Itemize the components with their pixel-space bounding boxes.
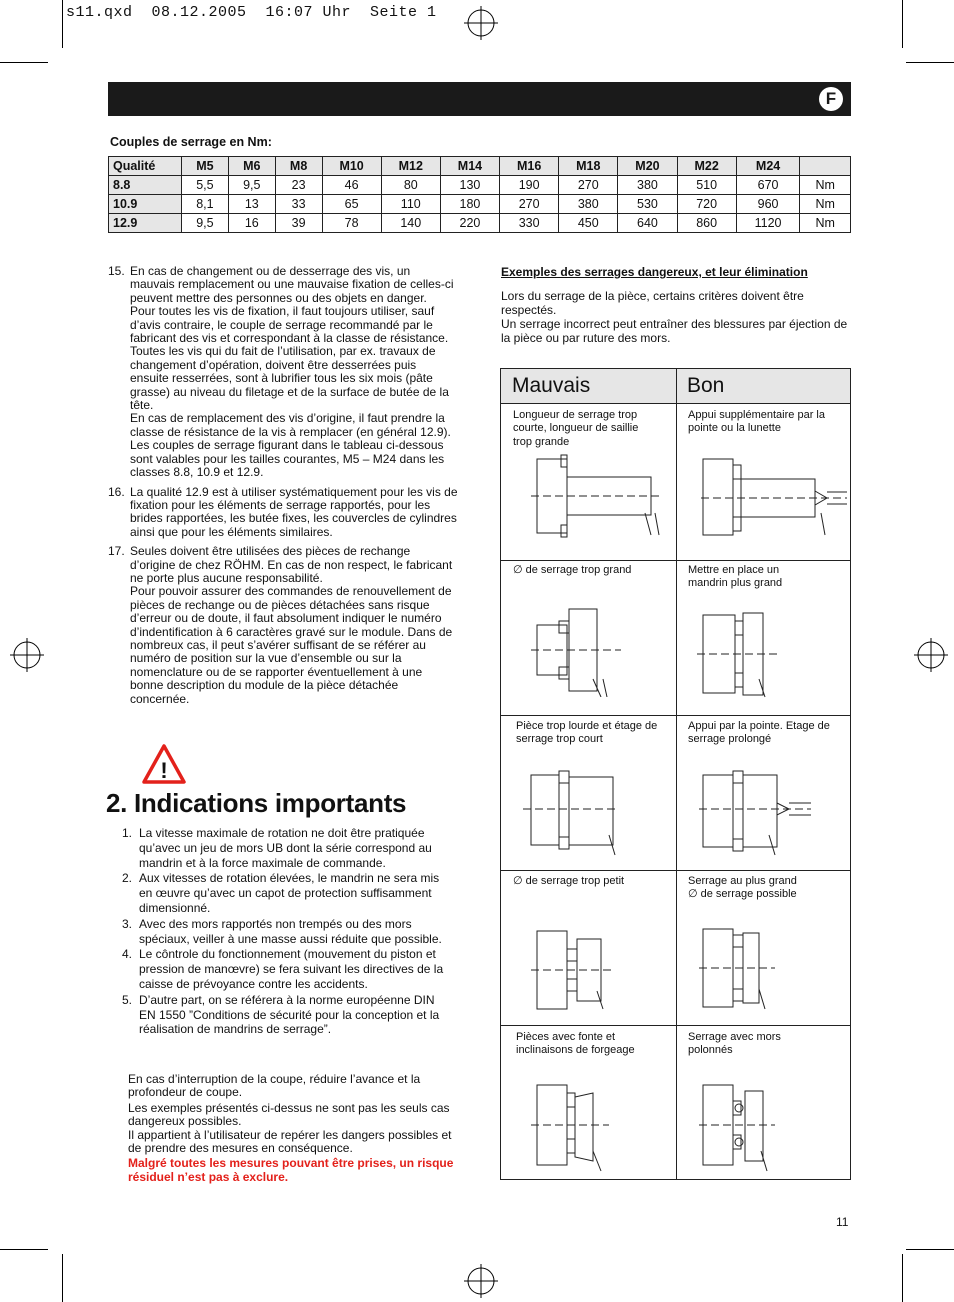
table-cell: 46 — [322, 176, 381, 195]
table-cell: 1120 — [736, 214, 800, 233]
list-item — [108, 265, 458, 480]
table-cell: 39 — [275, 214, 322, 233]
crop-mark — [906, 62, 954, 63]
crop-mark — [62, 0, 63, 48]
example-good-caption: Serrage au plus grand ∅ de serrage possible — [688, 875, 797, 901]
item-paragraph: Pour toutes les vis de fixation, il faut toujours utiliser, sauf d’avis contraire, le couple de serrage recommandé par le fabricant des vis et correspondant à la classe de résistance. Toutes les vis qui du fait de l’utilisation, par ex. travaux de changement d’opération, doivent être desserrées puis ensuite resserrées, sont à lubrifier tous les six mois (pâte grasse) au niveau du filetage et de la surface de butée de la tête. — [130, 304, 449, 413]
table-header-cell: M8 — [275, 157, 322, 176]
torque-table — [108, 156, 851, 233]
table-cell: 640 — [618, 214, 677, 233]
examples-intro — [501, 289, 851, 345]
intro-line: Un serrage incorrect peut entraîner des blessures par éjection de la pièce ou par ruture des mors. — [501, 317, 848, 345]
table-cell: 510 — [677, 176, 736, 195]
item-number: 3. — [122, 916, 133, 931]
table-cell: 180 — [440, 195, 499, 214]
table-header-cell: M22 — [677, 157, 736, 176]
table-cell: 10.9 — [109, 195, 182, 214]
registration-mark-icon — [914, 638, 948, 672]
list-item — [122, 826, 452, 870]
table-cell: 190 — [500, 176, 559, 195]
table-header-cell: M24 — [736, 157, 800, 176]
table-cell: 720 — [677, 195, 736, 214]
table-cell: 530 — [618, 195, 677, 214]
column-head-bad: Mauvais — [501, 369, 676, 404]
larger-chuck-figure-icon — [697, 609, 807, 699]
example-bad-caption: ∅ de serrage trop grand — [513, 564, 632, 576]
table-cell: 270 — [500, 195, 559, 214]
cast-workpiece-figure-icon — [531, 1081, 621, 1173]
crop-mark — [0, 62, 48, 63]
table-header-cell: M20 — [618, 157, 677, 176]
table-cell: 860 — [677, 214, 736, 233]
heavy-workpiece-figure-icon — [523, 765, 623, 857]
table-header-cell — [800, 157, 851, 176]
example-good-caption: Serrage avec mors polonnés — [688, 1031, 781, 1057]
item-number: 5. — [122, 992, 133, 1007]
examples-grid — [500, 368, 851, 1180]
examples-title: Exemples des serrages dangereux, et leur élimination — [501, 265, 808, 279]
table-cell: 8.8 — [109, 176, 182, 195]
table-header-cell: M16 — [500, 157, 559, 176]
table-cell: 110 — [381, 195, 440, 214]
table-cell: 23 — [275, 176, 322, 195]
note-paragraph: En cas d’interruption de la coupe, réduire l’avance et la profondeur de coupe. — [128, 1072, 421, 1100]
table-cell: 16 — [228, 214, 275, 233]
small-diameter-figure-icon — [531, 929, 621, 1011]
list-item — [108, 545, 458, 706]
example-bad-caption: Longueur de serrage trop courte, longueur de saillie trop grande — [513, 409, 639, 448]
column-head-good: Bon — [676, 369, 850, 404]
table-cell: 220 — [440, 214, 499, 233]
item-text: Avec des mors rapportés non trempés ou des mors spéciaux, veiller à une masse aussi réduite que possible. — [139, 916, 442, 946]
important-list — [122, 826, 452, 1038]
registration-mark-icon — [464, 1264, 498, 1298]
table-cell: Nm — [800, 176, 851, 195]
table-cell: 960 — [736, 195, 800, 214]
note-paragraph: Il appartient à l’utilisateur de repérer les dangers possibles et de prendre des mesures en conséquence. — [128, 1127, 452, 1156]
example-good-caption: Mettre en place un mandrin plus grand — [688, 564, 783, 590]
table-cell: 450 — [559, 214, 618, 233]
item-paragraph: Seules doivent être utilisées des pièces de rechange d’origine de chez RÖHM. En cas de non respect, le fabricant ne porte plus aucune responsabilité. — [130, 544, 453, 585]
table-row — [109, 195, 851, 214]
item-paragraph: En cas de remplacement des vis d’origine, il faut prendre la classe de résistance de la vis à remplacer (en général 12.9). Les couples de serrage figurant dans le tableau ci-dessous sont valables pour les tailles courantes, M5 – M24 dans les classes 8.8, 10.9 et 12.9. — [130, 411, 451, 480]
page-number: 11 — [836, 1215, 849, 1229]
crop-mark — [906, 1249, 954, 1250]
item-number: 17. — [108, 544, 125, 559]
table-row — [109, 214, 851, 233]
item-number: 2. — [122, 871, 133, 886]
torque-table-title: Couples de serrage en Nm: — [110, 135, 272, 149]
max-diameter-figure-icon — [699, 927, 789, 1011]
section-heading: 2. Indications importants — [106, 788, 407, 818]
chuck-with-tailstock-figure-icon — [701, 455, 851, 541]
closing-notes — [128, 1073, 458, 1186]
tailstock-support-figure-icon — [699, 765, 839, 857]
residual-risk-warning: Malgré toutes les mesures pouvant être prises, un risque résiduel n’est pas à exclure. — [128, 1156, 454, 1184]
table-cell: 330 — [500, 214, 559, 233]
crop-mark — [0, 1249, 48, 1250]
item-paragraph: La qualité 12.9 est à utiliser systématiquement pour les vis de fixation pour les éléments de serrage rapportés, pour les brides rapportées, les butée fixes, les couvercles de cylindres ainsi que pour les éléments similaires. — [130, 484, 458, 539]
warning-symbol: ! — [160, 758, 168, 783]
numbered-items — [108, 265, 458, 712]
language-badge: F — [819, 87, 843, 111]
table-cell: 13 — [228, 195, 275, 214]
table-header-cell: M6 — [228, 157, 275, 176]
item-number: 16. — [108, 484, 125, 499]
item-number: 4. — [122, 947, 133, 962]
item-text: Le côntrole du fonctionnement (mouvement du piston et pression de manœvre) se fera suivant les directives de la caisse de prévoyance contre les accidents. — [139, 947, 444, 991]
table-header-cell: Qualité — [109, 157, 182, 176]
list-item — [122, 993, 452, 1037]
table-cell: 270 — [559, 176, 618, 195]
list-item — [108, 486, 458, 540]
example-good-caption: Appui par la pointe. Etage de serrage prolongé — [688, 720, 830, 746]
item-text: Aux vitesses de rotation élevées, le mandrin ne sera mis en œuvre qu’avec un capot de protection suffisamment dimensionné. — [139, 871, 440, 915]
list-item — [122, 947, 452, 991]
table-header-cell: M14 — [440, 157, 499, 176]
grid-divider — [676, 369, 677, 1179]
example-bad-caption: Pièces avec fonte et inclinaisons de forgeage — [516, 1031, 635, 1057]
table-cell: Nm — [800, 214, 851, 233]
item-paragraph: Pour pouvoir assurer des commandes de renouvellement de pièces de rechange ou de pièces détachées sans risque d’erreur ou de doute, il faut absolument indiquer le numéro d’indentification à 6 caractères gravé sur le module. Dans de nombreux cas, il peut s’avérer suffisant de se référer au numéro de position sur la vue d’ensemble ou sur la nomenclature ou de se rapporter éventuellement à une bonne description du module de la pièce détachée concernée. — [130, 584, 453, 706]
crop-mark — [902, 1254, 903, 1302]
table-cell: 8,1 — [182, 195, 229, 214]
table-cell: 78 — [322, 214, 381, 233]
example-bad-caption: ∅ de serrage trop petit — [513, 875, 625, 887]
crop-mark — [902, 0, 903, 48]
table-header-cell: M5 — [182, 157, 229, 176]
registration-mark-icon — [464, 6, 498, 40]
warning-triangle-icon — [142, 744, 186, 784]
registration-mark-icon — [10, 638, 44, 672]
table-row — [109, 176, 851, 195]
table-header-cell: M10 — [322, 157, 381, 176]
item-text: D’autre part, on se référera à la norme européenne DIN EN 1550 ”Conditions de sécurité pour la conception et la réalisation de mandrins de serrage”. — [139, 992, 440, 1037]
table-cell: 12.9 — [109, 214, 182, 233]
table-cell: 140 — [381, 214, 440, 233]
intro-line: Lors du serrage de la pièce, certains critères doivent être respectés. — [501, 289, 804, 317]
table-header-cell: M18 — [559, 157, 618, 176]
table-cell: Nm — [800, 195, 851, 214]
table-header-row — [109, 157, 851, 176]
list-item — [122, 917, 452, 947]
item-number: 15. — [108, 264, 125, 278]
table-cell: 5,5 — [182, 176, 229, 195]
table-cell: 670 — [736, 176, 800, 195]
chuck-large-diameter-figure-icon — [531, 605, 641, 697]
example-good-caption: Appui supplémentaire par la pointe ou la lunette — [688, 409, 825, 435]
grid-divider — [501, 870, 850, 871]
table-cell: 380 — [618, 176, 677, 195]
print-slug: s11.qxd 08.12.2005 16:07 Uhr Seite 1 — [66, 4, 437, 21]
table-cell: 380 — [559, 195, 618, 214]
grid-divider — [501, 560, 850, 561]
chuck-figure-icon — [531, 453, 661, 539]
item-text: La vitesse maximale de rotation ne doit être pratiquée qu’avec un jeu de mors UB dont la série correspond au mandrin et à la force maximale de commande. — [139, 826, 432, 870]
grid-divider — [501, 1025, 850, 1026]
table-header-cell: M12 — [381, 157, 440, 176]
table-cell: 9,5 — [228, 176, 275, 195]
table-cell: 9,5 — [182, 214, 229, 233]
table-cell: 80 — [381, 176, 440, 195]
grid-divider — [501, 715, 850, 716]
list-item — [122, 871, 452, 915]
note-paragraph: Les exemples présentés ci-dessus ne sont pas les seuls cas dangereux possibles. — [128, 1100, 450, 1129]
table-cell: 33 — [275, 195, 322, 214]
table-cell: 65 — [322, 195, 381, 214]
table-cell: 130 — [440, 176, 499, 195]
item-number: 1. — [122, 826, 133, 840]
crop-mark — [62, 1254, 63, 1302]
item-paragraph: En cas de changement ou de desserrage des vis, un mauvais remplacement ou une mauvaise fixation de celles-ci peuvent mettre des personnes ou des objets en danger. — [130, 264, 454, 305]
header-bar — [108, 82, 851, 116]
example-bad-caption: Pièce trop lourde et étage de serrage trop court — [516, 720, 658, 746]
pendulum-jaws-figure-icon — [699, 1081, 789, 1173]
